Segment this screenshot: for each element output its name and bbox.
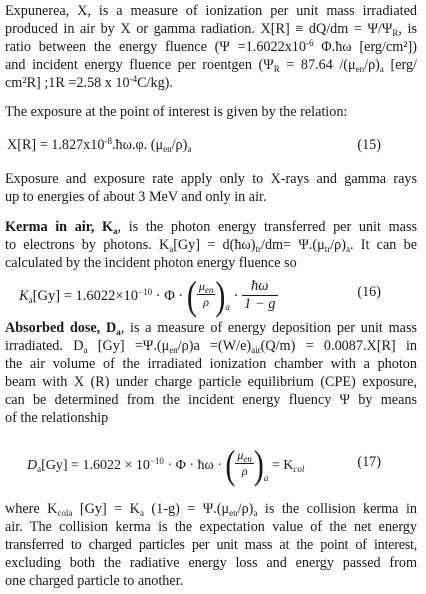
text-line: Kerma in air, $K_a$, is the photon energy transferred per unit mass — [5, 219, 417, 236]
collision-kerma-paragraph — [5, 500, 417, 590]
exposure-definition-paragraph — [5, 2, 417, 92]
exposure-applicability-paragraph — [5, 170, 417, 206]
text-line: The exposure at the point of interest is given by the relation: — [5, 104, 348, 120]
text-line: the air volume of the irradiated ionization chamber with a photon — [5, 356, 417, 372]
text-line: Expunerea, X, is a measure of ionization per unit mass irradiated — [5, 3, 417, 19]
equation-17 — [5, 436, 417, 488]
text-line: where $K_{cola}$ $[Gy] = K_a$ $(1-g) = \Psi.(\mu_{en}/\rho)_a$ is the collision kerma in — [5, 501, 418, 518]
text-line: Absorbed dose, $D_a$, is a measure of energy deposition per unit mass — [5, 320, 417, 337]
text-line: of the relationship — [5, 410, 109, 426]
text-line: up to energies of about 3 MeV and only in air. — [5, 189, 267, 205]
equation-number: (17) — [357, 454, 381, 470]
text-line: beam with X (R) under charge particle equilibrium (CPE) exposure, — [5, 374, 417, 390]
text-line: produced in air by X or gamma radiation. $X[R] \equiv dQ/dm = \Psi/\Psi_R$, is — [5, 21, 417, 38]
equation-16 — [5, 272, 417, 319]
text-line: one charged particle to another. — [5, 573, 184, 589]
text-line: irradiated. $D_a$ $[Gy] =\Psi.(\mu_{en}/\rho)a =(W/e)_{air}(Q/m) = 0.0087.X[R]$ in — [5, 338, 417, 355]
text-line: transferred to charged particles per unit mass at the point of interest, — [5, 537, 417, 553]
equation-expression: $X[R] = 1.827x10^{-8}.ħ\omega.\varphi$. $(\mu_{en}/\rho)_a$ — [7, 136, 192, 154]
text-line: cm²R] ;1R =2.58 x $10^{-4}C/kg$). — [5, 74, 173, 91]
exposure-relation-intro — [5, 103, 417, 121]
text-line: can be determined from the incident energy fluency Ψ by means — [5, 392, 417, 408]
equation-15 — [5, 137, 417, 157]
equation-number: (16) — [357, 284, 381, 300]
equation-expression: $D_a[Gy] = 1.6022 \times 10^{-10} \cdot \Phi$ · ħω · ( $\frac{\mu_{en}}{\rho}$ )$_a = K_{col}$ — [27, 442, 305, 488]
equation-number: (15) — [357, 137, 381, 153]
absorbed-dose-paragraph — [5, 319, 417, 427]
text-line: to electrons by photons. $K_a[Gy]$ = $d(ħ\omega)_{tr}/dm= \Psi.(\mu_{tr}/\rho)_a$. It can be — [5, 237, 418, 254]
text-line: ratio between the energy fluence ($\Psi =1.6022x10^{-6}$ Φ.ħω [erg/cm²]) — [5, 38, 417, 55]
text-line: calculated by the incident photon energy fluence so — [5, 255, 297, 271]
absorbed-dose-term: Absorbed dose, $D_a$ — [5, 320, 121, 337]
text-line: Exposure and exposure rate apply only to X-rays and gamma rays — [5, 171, 417, 187]
kerma-term: Kerma in air, $K_a$ — [5, 219, 118, 236]
kerma-paragraph — [5, 218, 417, 272]
text-line: excluding both the radiative energy loss and energy passed from — [5, 555, 417, 571]
text-line: air. The collision kerma is the expectation value of the net energy — [5, 519, 417, 535]
equation-expression: $K_a[Gy] = 1.6022\times 10^{-10} \cdot \Phi$ · ( $\frac{\mu_{en}}{\rho}$ )$_a$ · $\frac{ħ\omega}{1 - g}$ — [19, 273, 276, 319]
text-line: and incident energy fluence per roentgen ($\Psi_R = 87.64$ $/(\mu_{en}/\rho)_a$ [erg/ — [5, 57, 417, 74]
